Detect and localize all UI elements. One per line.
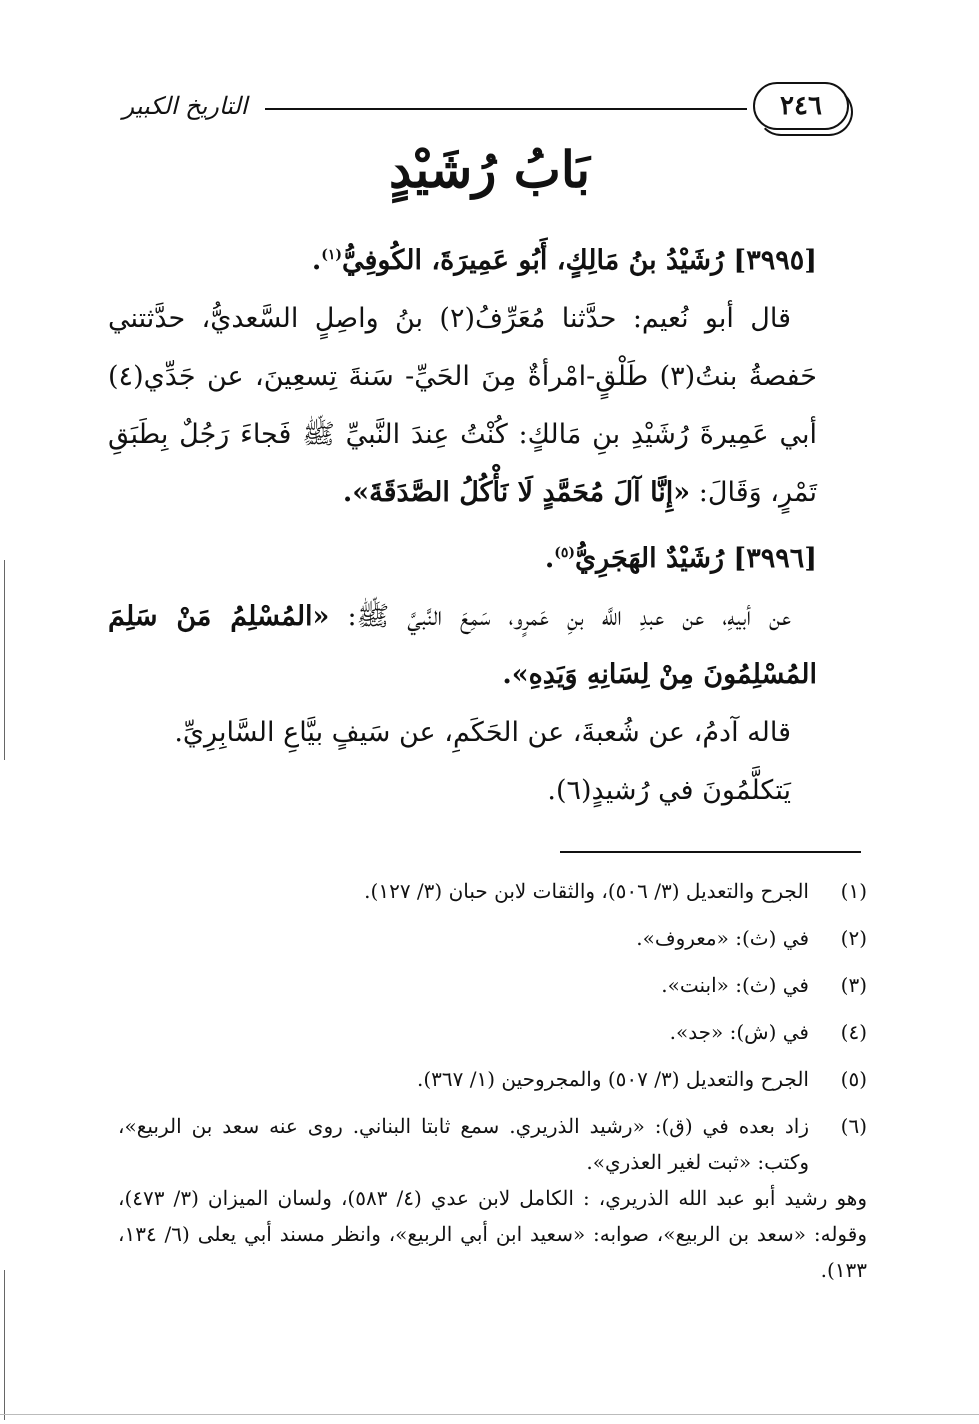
book-title: التاريخ الكبير [122, 92, 248, 120]
main-text [108, 232, 817, 820]
footnote-text: الجرح والتعديل (٣/ ٥٠٧) والمجروحين (١/ ٣٦٧). [416, 1067, 809, 1091]
scan-margin-line [4, 1270, 5, 1420]
footnote-5 [118, 1056, 867, 1103]
footnote-number: (٢) [840, 926, 867, 950]
footnote-text: زاد بعده في (ق): «رشيد الذريري. سمع ثابتا البناني. روى عنه سعد بن الربيع»، وكتب: «ثبت لغير العذري». [118, 1114, 809, 1174]
footnote-text: في (ث): «معروف». [636, 926, 809, 950]
footnote-1 [118, 868, 867, 915]
footnote-4 [118, 1009, 867, 1056]
hadith-quote: «إِنَّا آلَ مُحَمَّدٍ لَا نَأْكُلُ الصَّدَقَةَ». [342, 477, 691, 508]
footnote-ref: (١) [321, 247, 342, 263]
entry-heading-3996 [108, 530, 817, 588]
entry-heading-text: [٣٩٩٦] رُشَيْدٌ الهَجَرِيُّ [575, 543, 817, 574]
footnote-6 [118, 1103, 867, 1180]
entry-body-3995 [108, 290, 817, 522]
page-number: ٢٤٦ [753, 82, 849, 130]
entry-criticism-line: يَتكلَّمُونَ في رُشيدٍ(٦). [547, 775, 791, 806]
footnotes [118, 868, 867, 1288]
footnote-number: (١) [840, 879, 867, 903]
footnote-2 [118, 915, 867, 962]
scan-bottom-edge [0, 1414, 979, 1415]
chapter-title: بَابُ رُشَيْدٍ [388, 140, 590, 199]
footnote-text: في (ش): «جد». [669, 1020, 809, 1044]
footnote-number: (٦) [840, 1114, 867, 1138]
footnote-text: في (ث): «ابنت». [661, 973, 809, 997]
scan-margin-line [4, 560, 5, 760]
entry-heading-end: . [311, 245, 322, 276]
footnote-number: (٥) [840, 1067, 867, 1091]
footnote-separator [560, 851, 861, 853]
footnote-3 [118, 962, 867, 1009]
entry-heading-end: . [544, 543, 555, 574]
footnote-ref: (٥) [554, 545, 575, 561]
footnote-number: (٤) [840, 1020, 867, 1044]
entry-heading-text: [٣٩٩٥] رُشَيْدُ بنُ مَالِكٍ، أَبُو عَمِيرَةَ، الكُوفِيُّ [342, 245, 817, 276]
entry-body-3996 [108, 588, 817, 704]
entry-body-text: عن أبيهِ، عن عبدِ اللَّه بنِ عَمرٍو، سَمِعَ النَّبيَّ ﷺ: [347, 601, 792, 632]
hadith-quote: «المُسْلِمُ مَنْ سَلِمَ المُسْلِمُونَ مِنْ لِسَانِهِ وَيَدِهِ». [108, 601, 817, 690]
header-rule [265, 108, 747, 110]
entry-chain-line: قاله آدمُ، عن شُعبةَ، عن الحَكَمِ، عن سَيفٍ بيَّاعِ السَّابِرِيِّ. [174, 717, 791, 748]
entry-heading-3995 [108, 232, 817, 290]
footnote-6-continuation: وهو رشيد أبو عبد الله الذريري، : الكامل لابن عدي (٤/ ٥٨٣)، ولسان الميزان (٣/ ٤٧٣)، وقوله: «سعد بن الربيع»، صوابه: «سعيد ابن أبي الربيع»، وانظر مسند أبي يعلى (٦/ ١٣٤، ١٣٣). [118, 1186, 868, 1282]
footnote-text: الجرح والتعديل (٣/ ٥٠٦)، والثقات لابن حبان (٣/ ١٢٧). [364, 879, 809, 903]
footnote-number: (٣) [840, 973, 867, 997]
entry-body-text: قال أبو نُعيم: حدَّثنا مُعَرِّفُ(٢) بنُ واصِلٍ السَّعديُّ، حدَّثتني حَفصةُ بنتُ(٣) طَلْقٍ-امْرأةٌ مِنَ الحَيِّ- سَنةَ تِسعِينَ، عن جَدِّي(٤) أبي عَمِيرةَ رُشَيْدِ بنِ مَالكٍ: كُنْتُ عِندَ النَّبيِّ ﷺ فَجاءَ رَجُلٌ بِطَبَقِ تَمْرٍ، وَقَالَ: [108, 303, 817, 508]
